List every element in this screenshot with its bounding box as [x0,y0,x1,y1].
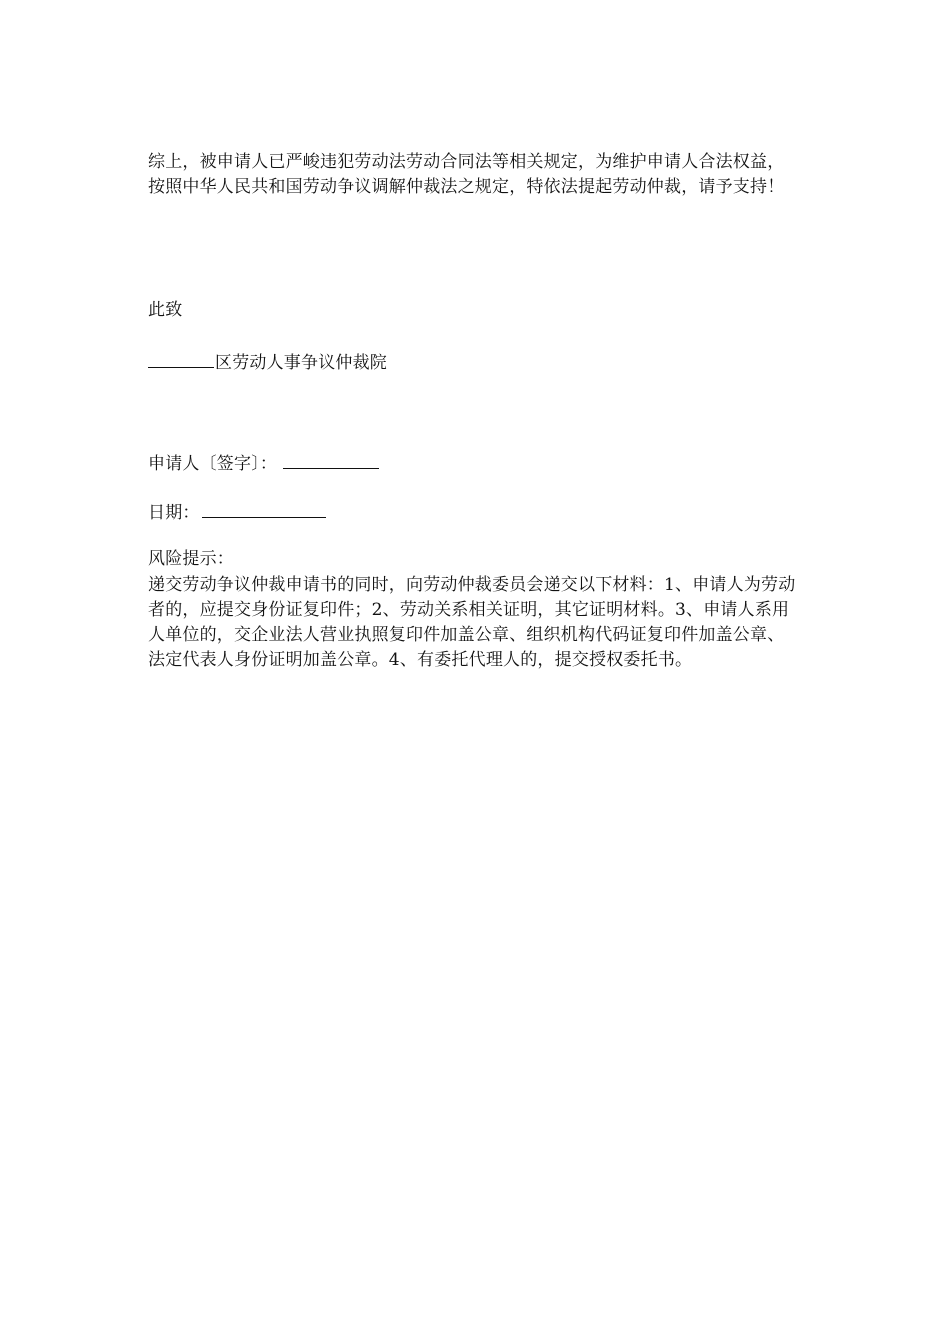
risk-body-paragraph: 递交劳动争议仲裁申请书的同时，向劳动仲裁委员会递交以下材料：1、申请人为劳动者的，应提交身份证复印件；2、劳动关系相关证明，其它证明材料。3、申请人系用人单位的，交企业法人营业执照复印件加盖公章、组织机构代码证复印件加盖公章、法定代表人身份证明加盖公章。4、有委托代理人的，提交授权委托书。 [148,575,796,670]
recipient-line [148,349,800,376]
date-line [148,499,800,526]
salutation-text: 此致 [148,300,183,320]
risk-title: 风险提示： [148,549,234,569]
date-blank-line [202,499,326,518]
date-label: 日期： [148,503,200,523]
recipient-blank-line [148,349,214,368]
recipient-name: 区劳动人事争议仲裁院 [215,353,387,373]
signature-blank-line [283,450,379,469]
signature-label: 申请人〔签字〕： [148,454,278,474]
signature-line [148,450,800,477]
summary-paragraph: 综上，被申请人已严峻违犯劳动法劳动合同法等相关规定，为维护申请人合法权益，按照中华人民共和国劳动争议调解仲裁法之规定，特依法提起劳动仲裁，请予支持！ [148,152,785,197]
